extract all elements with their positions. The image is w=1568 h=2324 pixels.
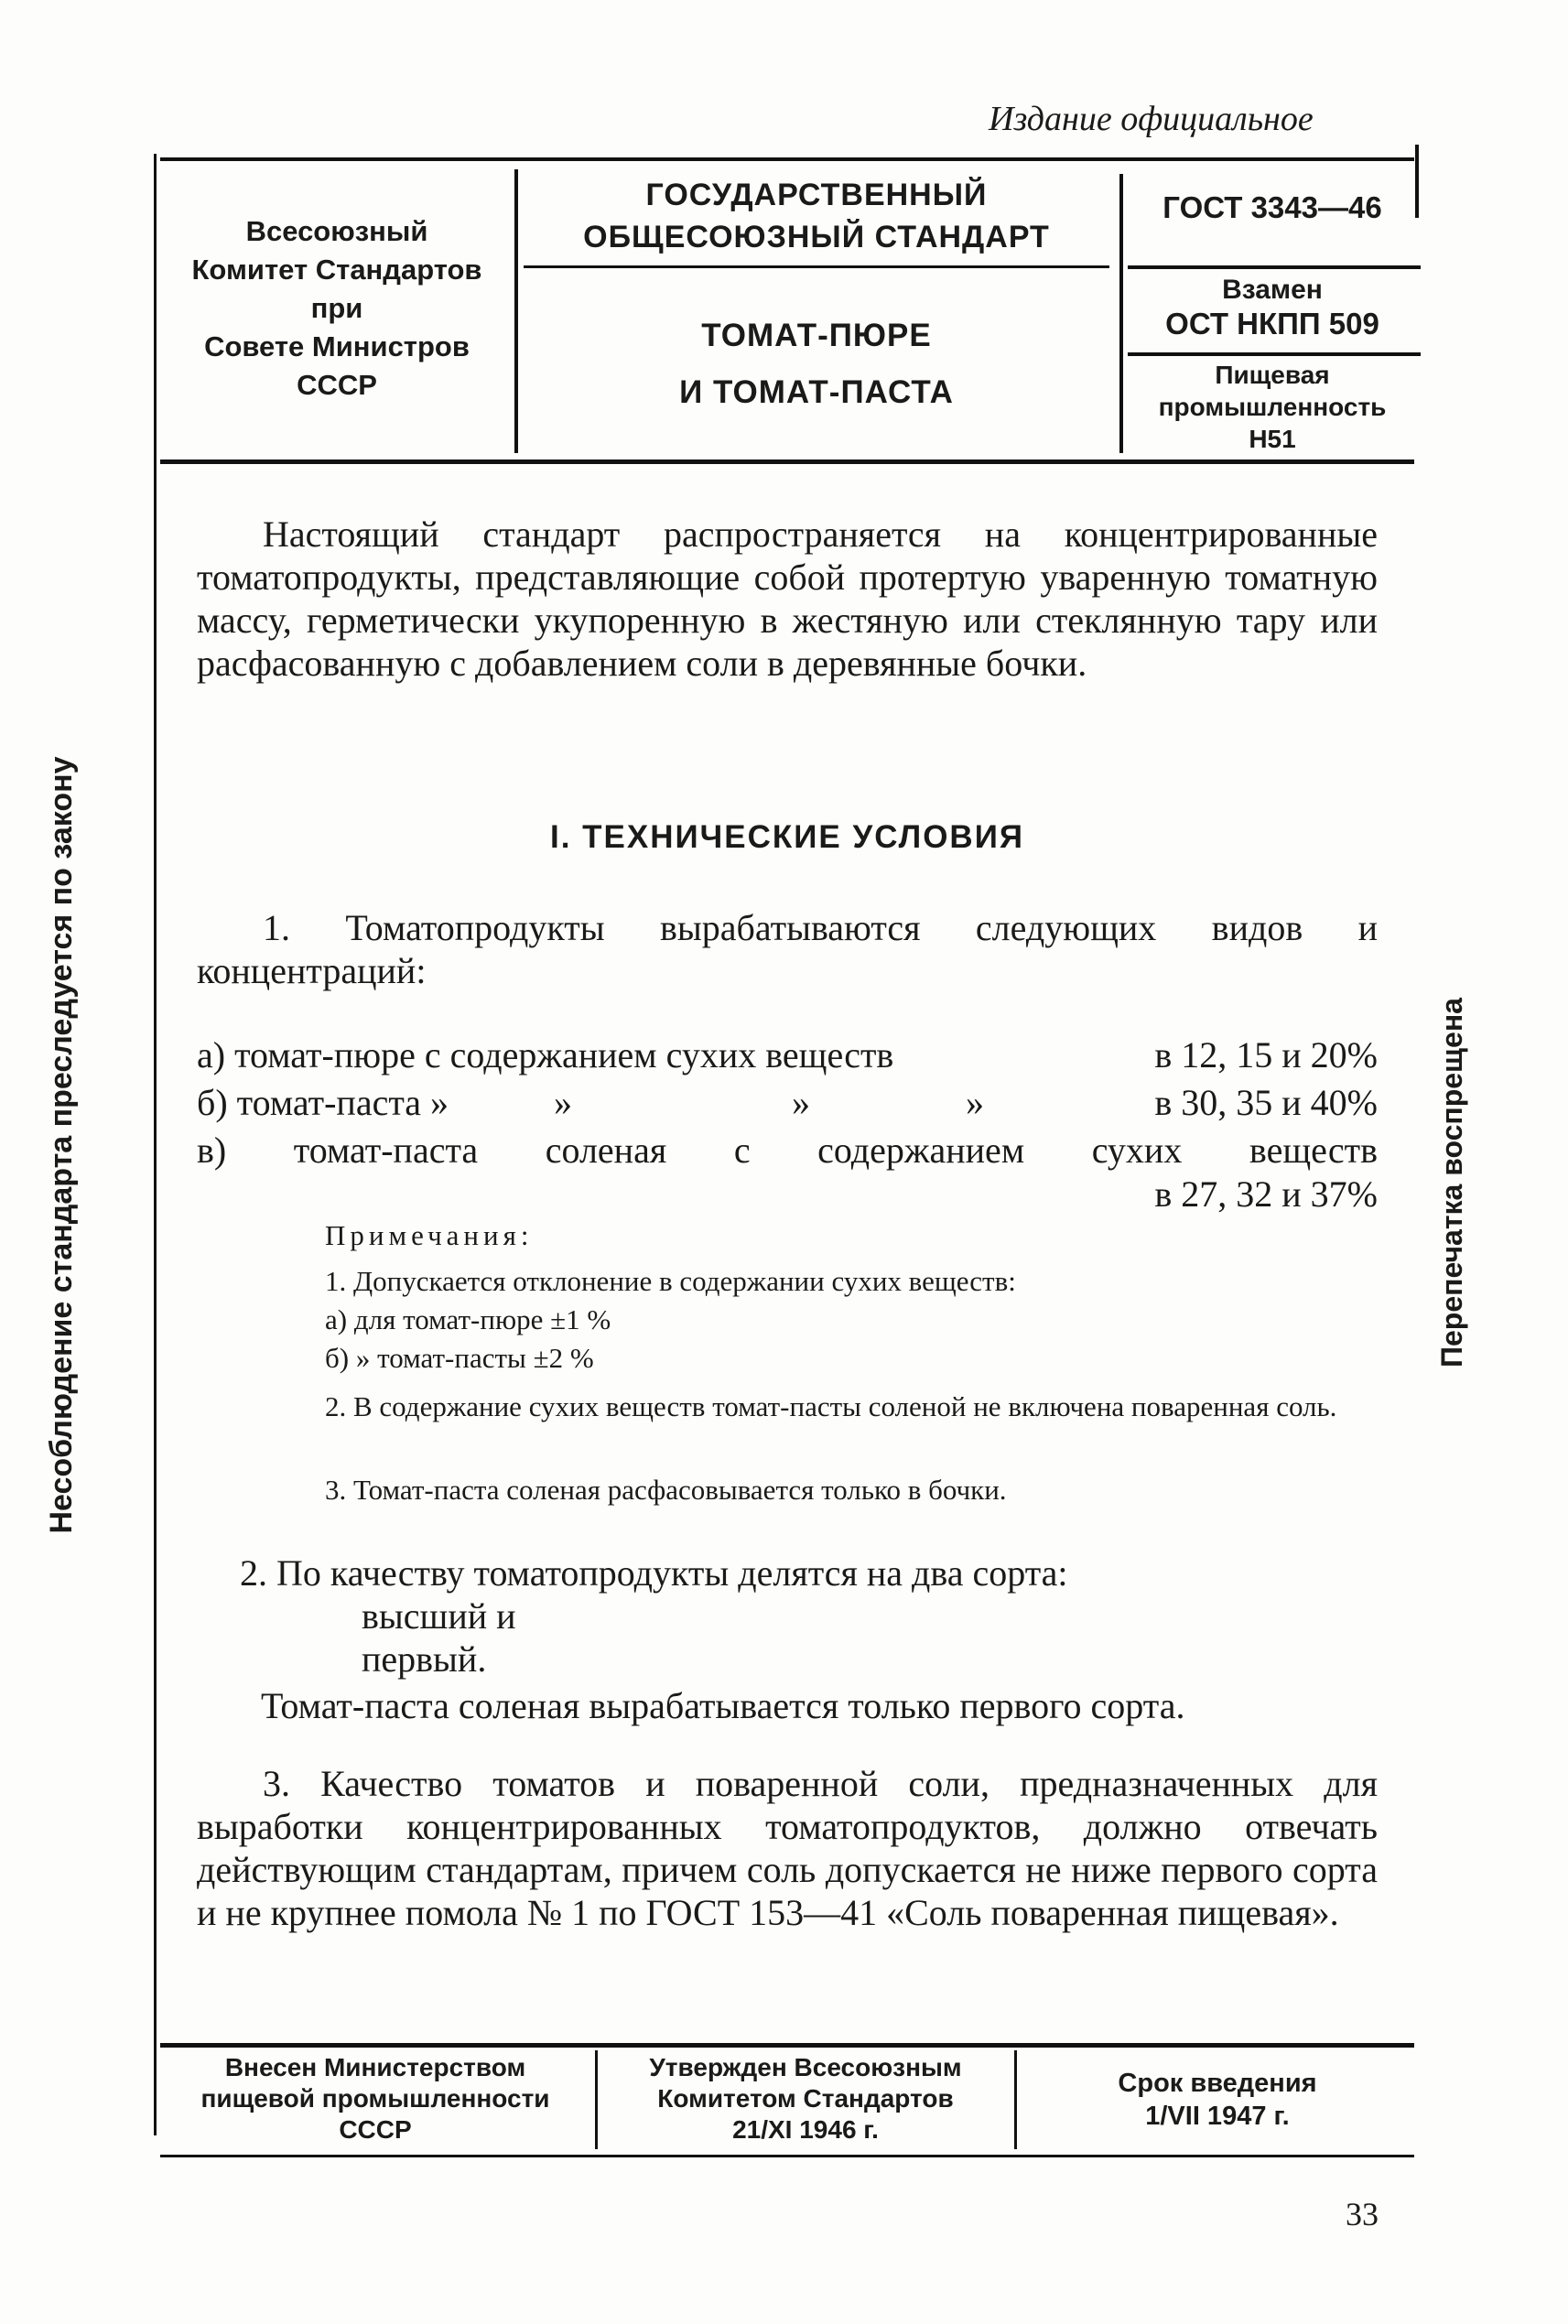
- notes-title: Примечания:: [325, 1219, 534, 1251]
- footer-line: пищевой промышленности: [200, 2084, 550, 2113]
- page-number: 33: [1346, 2196, 1379, 2232]
- gost-code: ГОСТ 3343—46: [1162, 190, 1382, 224]
- ditto-mark: »: [966, 1082, 984, 1123]
- footer-approved: [600, 2052, 1011, 2146]
- header-divider-2: [1119, 174, 1123, 453]
- note-1a: а) для томат-пюре ±1 %: [325, 1303, 611, 1335]
- footer-line: Срок введения: [1118, 2069, 1317, 2098]
- item-label: а) томат-пюре с содержанием сухих веществ: [197, 1034, 894, 1076]
- title-line: ТОМАТ-ПЮРЕ: [701, 318, 932, 353]
- clause-1: 1. Томатопродукты вырабатываются следующих видов и концентраций:: [197, 907, 1378, 991]
- edition-label: Издание официальное: [989, 100, 1314, 138]
- left-margin-rule: [154, 154, 157, 2135]
- standard-type: [524, 174, 1109, 258]
- replaces-label: Взамен: [1222, 275, 1323, 305]
- industry-line: Пищевая: [1215, 361, 1330, 389]
- replaces-block: [1128, 275, 1417, 342]
- replaces-code: ОСТ НКПП 509: [1165, 307, 1379, 340]
- footer-introduced: [160, 2052, 590, 2146]
- standard-line: ОБЩЕСОЮЗНЫЙ СТАНДАРТ: [583, 220, 1050, 254]
- footer-bottom-rule: [160, 2155, 1414, 2157]
- item-value: в 12, 15 и 20%: [1154, 1034, 1378, 1076]
- footer-line: Утвержден Всесоюзным: [649, 2053, 962, 2081]
- title-separator: [524, 265, 1109, 268]
- footer-top-rule: [160, 2043, 1414, 2048]
- header-bottom-rule: [160, 459, 1414, 464]
- org-line: Всесоюзный: [245, 215, 428, 247]
- note-1b: б) » томат-пасты ±2 %: [325, 1342, 594, 1374]
- industry-line: промышленность: [1158, 393, 1387, 421]
- replaces-separator: [1128, 352, 1421, 356]
- list-item-b: [197, 1080, 1378, 1126]
- side-note-left: Несоблюдение стандарта преследуется по закону: [44, 756, 79, 1534]
- note-1: 1. Допускается отклонение в содержании сухих веществ:: [325, 1265, 1016, 1297]
- clause-2: 2. По качеству томатопродукты делятся на два сорта:: [240, 1552, 1068, 1594]
- footer-effective: [1021, 2067, 1414, 2133]
- list-item-c: в) томат-паста соленая с содержанием сухих веществ: [197, 1130, 1378, 1171]
- title-line: И ТОМАТ-ПАСТА: [679, 374, 954, 410]
- header-divider-1: [514, 169, 518, 453]
- footer-divider-2: [1014, 2050, 1017, 2149]
- item-value: в 30, 35 и 40%: [1154, 1082, 1378, 1123]
- ditto-mark: »: [792, 1082, 810, 1123]
- footer-line: Комитетом Стандартов: [657, 2084, 954, 2113]
- footer-line: СССР: [339, 2115, 412, 2144]
- list-item-a: [197, 1032, 1378, 1078]
- header-top-rule: [160, 157, 1414, 161]
- standard-line: ГОСУДАРСТВЕННЫЙ: [645, 178, 988, 212]
- org-line: при: [310, 292, 363, 324]
- section-title: I. ТЕХНИЧЕСКИЕ УСЛОВИЯ: [549, 819, 1025, 855]
- side-note-right: Перепечатка воспрещена: [1435, 998, 1468, 1367]
- clause-2-tail: Томат-паста соленая вырабатывается только первого сорта.: [261, 1685, 1185, 1726]
- grade-first: первый.: [362, 1638, 487, 1680]
- item-value: в 27, 32 и 37%: [1154, 1173, 1378, 1215]
- footer-line: Внесен Министерством: [224, 2053, 526, 2081]
- org-block: [163, 212, 511, 405]
- item-label: б) томат-паста »: [197, 1082, 449, 1123]
- clause-3: 3. Качество томатов и поваренной соли, предназначенных для выработки концентрированных томатопродуктов, должно отвечать действующим стандартам, причем соль допускается не ниже первого сорта и не крупнее помола № 1 по ГОСТ 153—41 «Соль поваренная пищевая».: [197, 1763, 1378, 1933]
- note-3: 3. Томат-паста соленая расфасовывается только в бочки.: [325, 1474, 1007, 1506]
- footer-line: 1/VII 1947 г.: [1145, 2102, 1290, 2131]
- org-line: СССР: [297, 369, 377, 401]
- org-line: Комитет Стандартов: [191, 254, 482, 286]
- grade-top: высший и: [362, 1595, 516, 1637]
- code-separator: [1128, 265, 1421, 269]
- note-2: 2. В содержание сухих веществ томат-пасты соленой не включена поваренная соль.: [325, 1390, 1337, 1422]
- industry-block: [1128, 359, 1417, 455]
- footer-divider-1: [595, 2050, 598, 2149]
- industry-line: Н51: [1249, 425, 1296, 453]
- footer-line: 21/XI 1946 г.: [732, 2115, 879, 2144]
- document-title: [524, 308, 1109, 421]
- org-line: Совете Министров: [204, 330, 470, 362]
- ditto-mark: »: [554, 1082, 572, 1123]
- intro-paragraph: Настоящий стандарт распространяется на концентрированные томатопродукты, представляющие собой протертую уваренную томатную массу, герметически укупоренную в жестяную или стеклянную тару или расфасованную с добавлением соли в деревянные бочки.: [197, 513, 1378, 684]
